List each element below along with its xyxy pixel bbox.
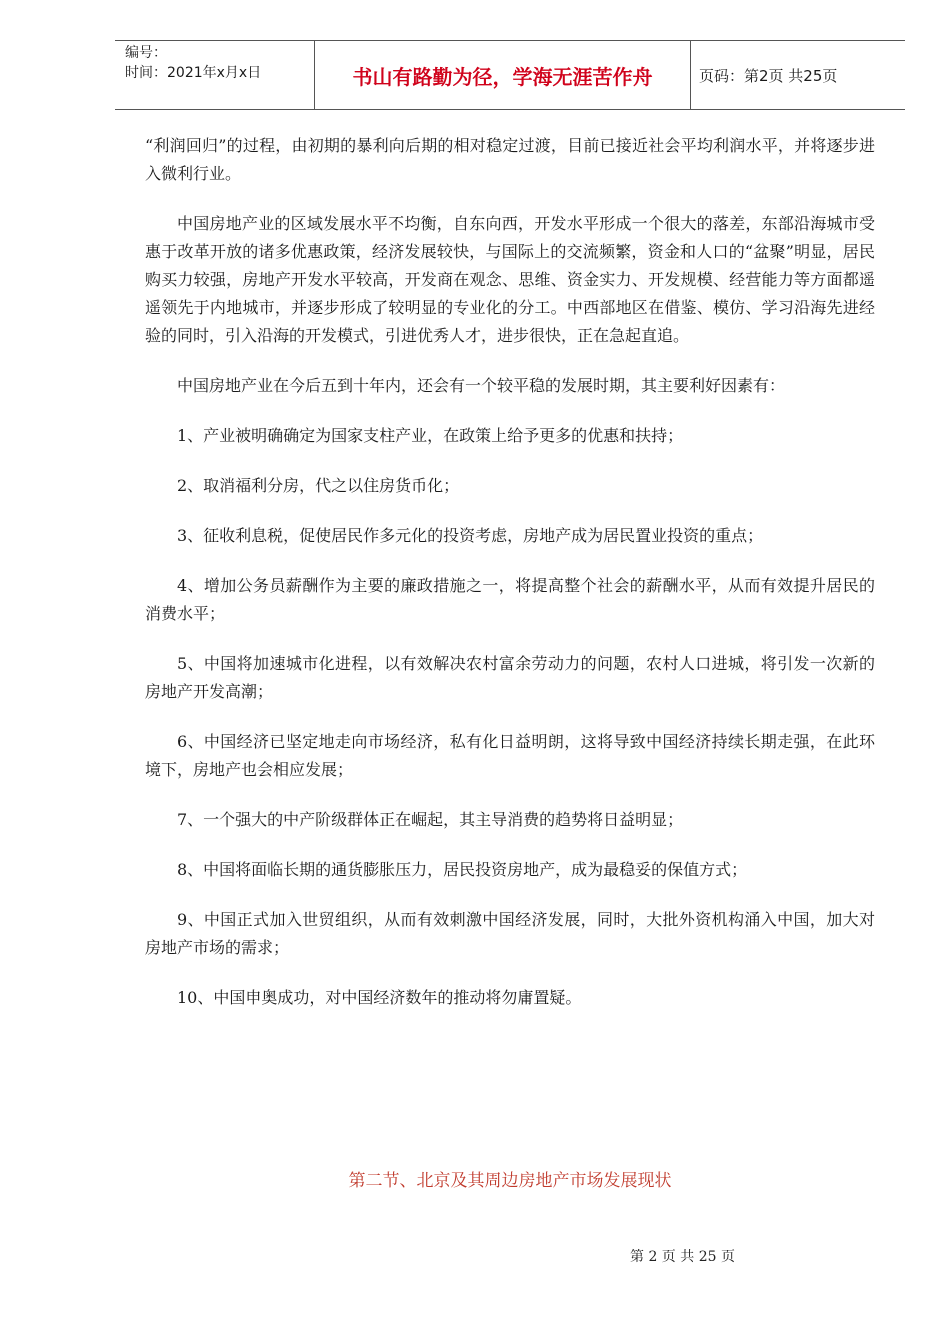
page-header xyxy=(115,40,905,110)
paragraph: 中国房地产业的区域发展水平不均衡，自东向西，开发水平形成一个很大的落差，东部沿海城市受惠于改革开放的诸多优惠政策，经济发展较快，与国际上的交流频繁，资金和人口的“盆聚”明显，居民购买力较强，房地产开发水平较高，开发商在观念、思维、资金实力、开发规模、经营能力等方面都遥遥领先于内地城市，并逐步形成了较明显的专业化的分工。中西部地区在借鉴、模仿、学习沿海先进经验的同时，引入沿海的开发模式，引进优秀人才，进步很快，正在急起直追。 xyxy=(145,214,875,345)
paragraph: 中国房地产业在今后五到十年内，还会有一个较平稳的发展时期，其主要利好因素有： xyxy=(177,376,786,395)
document-time-label: 时间：2021年x月x日 xyxy=(125,65,262,81)
header-page-info: 页码：第2页 共25页 xyxy=(699,66,838,85)
document-number-label: 编号： xyxy=(125,45,167,61)
paragraph: “利润回归”的过程，由初期的暴利向后期的相对稳定过渡，目前已接近社会平均利润水平，并将逐步进入微利行业。 xyxy=(145,136,875,183)
list-item: 8、中国将面临长期的通货膨胀压力，居民投资房地产，成为最稳妥的保值方式； xyxy=(177,860,748,879)
header-meta xyxy=(115,41,315,109)
page-footer: 第 2 页 共 25 页 xyxy=(630,1249,735,1265)
section-title: 第二节、北京及其周边房地产市场发展现状 xyxy=(348,1171,672,1191)
list-item: 10、中国申奥成功，对中国经济数年的推动将勿庸置疑。 xyxy=(177,988,582,1007)
list-item: 7、一个强大的中产阶级群体正在崛起，其主导消费的趋势将日益明显； xyxy=(177,810,684,829)
list-item: 3、征收利息税，促使居民作多元化的投资考虑，房地产成为居民置业投资的重点； xyxy=(177,526,764,545)
list-item: 1、产业被明确确定为国家支柱产业，在政策上给予更多的优惠和扶持； xyxy=(177,426,684,445)
list-item: 5、中国将加速城市化进程，以有效解决农村富余劳动力的问题，农村人口进城，将引发一次新的房地产开发高潮； xyxy=(145,654,875,701)
list-item: 6、中国经济已坚定地走向市场经济，私有化日益明朗，这将导致中国经济持续长期走强，在此环境下，房地产也会相应发展； xyxy=(145,732,875,779)
document-body xyxy=(145,132,875,1034)
header-motto: 书山有路勤为径，学海无涯苦作舟 xyxy=(315,41,691,109)
list-item: 9、中国正式加入世贸组织，从而有效刺激中国经济发展，同时，大批外资机构涌入中国，加大对房地产市场的需求； xyxy=(145,910,875,957)
list-item: 4、增加公务员薪酬作为主要的廉政措施之一，将提高整个社会的薪酬水平，从而有效提升居民的消费水平； xyxy=(145,576,875,623)
list-item: 2、取消福利分房，代之以住房货币化； xyxy=(177,476,460,495)
